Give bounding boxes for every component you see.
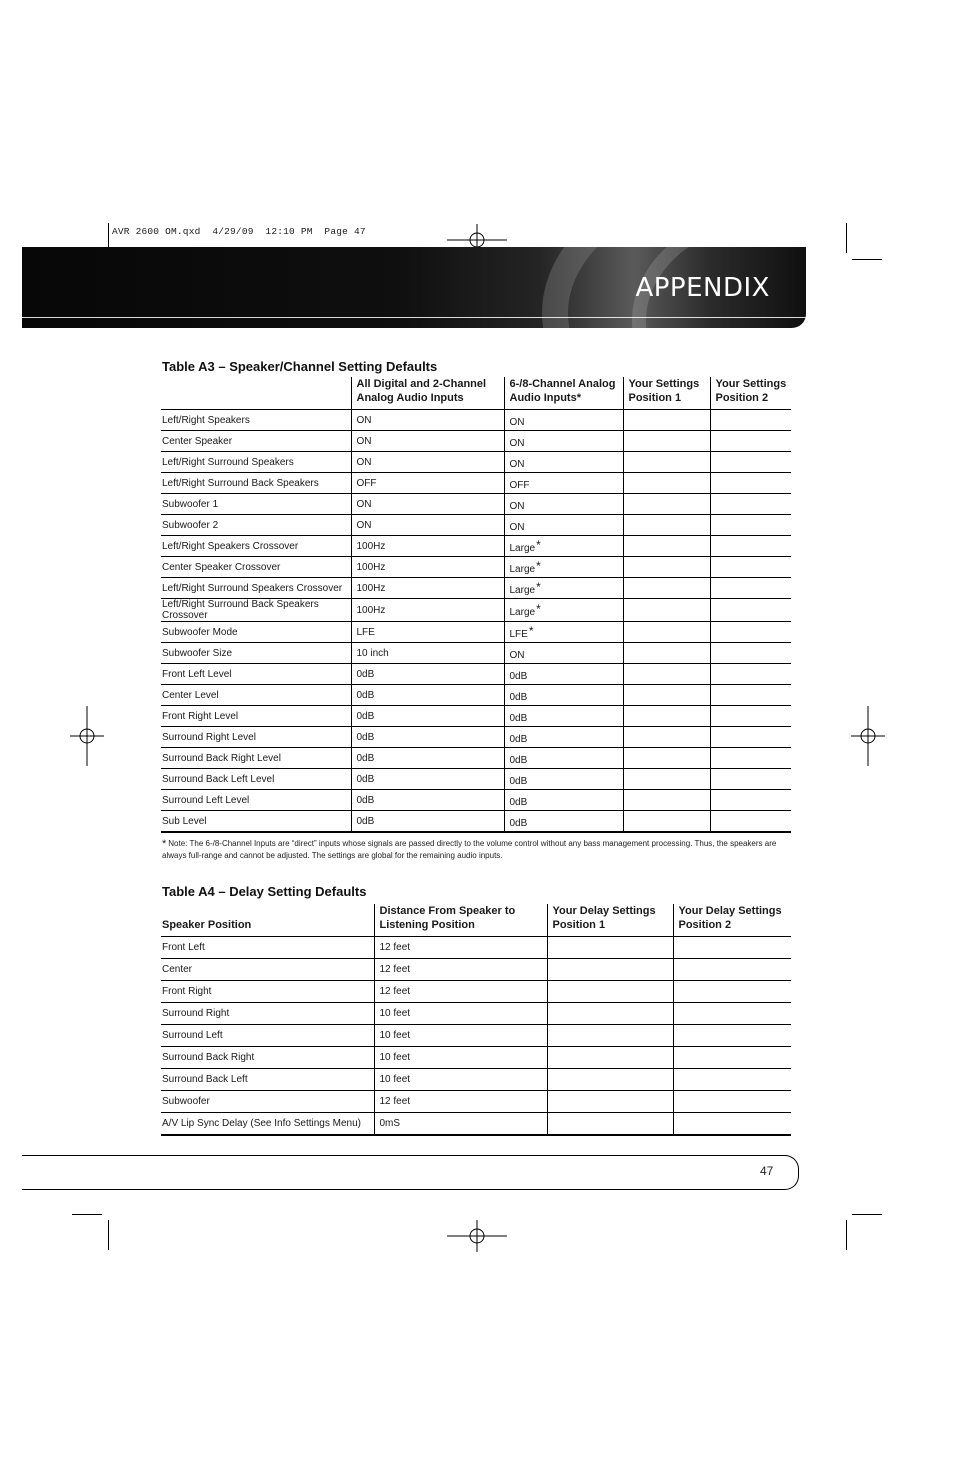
row-label: Front Left Level [161, 664, 351, 685]
analog-value-text: ON [509, 417, 525, 428]
table-row [161, 473, 791, 494]
digital-value: 0dB [351, 790, 504, 811]
your-setting-2-cell [710, 727, 791, 748]
your-setting-2-cell [710, 578, 791, 599]
delay-setting-1-cell [547, 959, 673, 981]
analog-value-text: ON [509, 501, 525, 512]
analog-value [504, 643, 623, 664]
asterisk-mark: * [536, 580, 541, 594]
asterisk-mark: * [528, 624, 534, 638]
analog-value-text: Large [509, 564, 536, 575]
delay-setting-1-cell [547, 981, 673, 1003]
your-setting-1-cell [623, 727, 710, 748]
speaker-position: Center [161, 959, 374, 981]
your-setting-2-cell [710, 790, 791, 811]
analog-value [504, 452, 623, 473]
table-row [161, 981, 791, 1003]
row-label: Surround Left Level [161, 790, 351, 811]
row-label: Left/Right Speakers [161, 410, 351, 431]
digital-value: LFE [351, 622, 504, 643]
analog-value-text: ON [509, 438, 525, 449]
column-header: Your Delay Settings Position 2 [673, 904, 791, 937]
analog-value-text: LFE [509, 629, 528, 640]
row-label: Sub Level [161, 811, 351, 833]
delay-setting-1-cell [547, 1003, 673, 1025]
column-header: Your Settings Position 1 [623, 377, 710, 410]
your-setting-1-cell [623, 536, 710, 557]
row-label: Left/Right Surround Back Speakers Crossover [161, 599, 351, 622]
table-row [161, 643, 791, 664]
analog-value [504, 515, 623, 536]
header-band [22, 247, 806, 328]
footer-tab [22, 1155, 799, 1190]
your-setting-1-cell [623, 578, 710, 599]
row-label: Left/Right Surround Back Speakers [161, 473, 351, 494]
analog-value-text: 0dB [509, 797, 528, 808]
page-number: 47 [760, 1164, 774, 1178]
table-row [161, 1113, 791, 1136]
your-setting-1-cell [623, 473, 710, 494]
table-row [161, 937, 791, 959]
your-setting-1-cell [623, 748, 710, 769]
analog-value [504, 748, 623, 769]
delay-setting-1-cell [547, 1091, 673, 1113]
your-setting-1-cell [623, 494, 710, 515]
digital-value: 10 inch [351, 643, 504, 664]
table-row [161, 664, 791, 685]
delay-setting-2-cell [673, 981, 791, 1003]
row-label: Center Level [161, 685, 351, 706]
your-setting-1-cell [623, 790, 710, 811]
analog-value-text: 0dB [509, 776, 528, 787]
column-header [161, 377, 351, 410]
your-setting-1-cell [623, 643, 710, 664]
digital-value: ON [351, 431, 504, 452]
row-label: Left/Right Surround Speakers [161, 452, 351, 473]
your-setting-2-cell [710, 431, 791, 452]
your-setting-1-cell [623, 410, 710, 431]
your-setting-1-cell [623, 769, 710, 790]
table-row [161, 1003, 791, 1025]
delay-setting-1-cell [547, 1025, 673, 1047]
distance-value: 10 feet [374, 1003, 547, 1025]
your-setting-2-cell [710, 664, 791, 685]
your-setting-2-cell [710, 748, 791, 769]
table-row [161, 1091, 791, 1113]
your-setting-2-cell [710, 769, 791, 790]
delay-setting-1-cell [547, 1069, 673, 1091]
delay-setting-2-cell [673, 1003, 791, 1025]
your-setting-1-cell [623, 452, 710, 473]
your-setting-2-cell [710, 599, 791, 622]
your-setting-2-cell [710, 643, 791, 664]
header-rule [22, 317, 806, 318]
digital-value: 0dB [351, 706, 504, 727]
analog-value [504, 727, 623, 748]
your-setting-1-cell [623, 685, 710, 706]
analog-value-text: 0dB [509, 671, 528, 682]
table-row [161, 515, 791, 536]
distance-value: 12 feet [374, 981, 547, 1003]
your-setting-2-cell [710, 494, 791, 515]
digital-value: 100Hz [351, 557, 504, 578]
file-slug: AVR 2600 OM.qxd 4/29/09 12:10 PM Page 47 [112, 226, 366, 237]
table-row [161, 790, 791, 811]
your-setting-2-cell [710, 536, 791, 557]
column-header: 6-/8-Channel Analog Audio Inputs* [504, 377, 623, 410]
analog-value-text: OFF [509, 480, 530, 491]
analog-value [504, 473, 623, 494]
row-label: Center Speaker Crossover [161, 557, 351, 578]
digital-value: 0dB [351, 769, 504, 790]
table-a4-title: Table A4 – Delay Setting Defaults [162, 884, 367, 899]
delay-setting-1-cell [547, 937, 673, 959]
row-label: Front Right Level [161, 706, 351, 727]
table-row [161, 706, 791, 727]
distance-value: 10 feet [374, 1047, 547, 1069]
speaker-position: Front Left [161, 937, 374, 959]
table-row [161, 685, 791, 706]
analog-value [504, 706, 623, 727]
table-row [161, 599, 791, 622]
table-row [161, 578, 791, 599]
footnote-text: Note: The 6-/8-Channel Inputs are “direct” inputs whose signals are passed directly to the volume control without any bass management processing. Thus, the speakers are always full-range and cannot be adjusted. The settings are global for the remaining audio inputs. [162, 839, 777, 860]
table-row [161, 769, 791, 790]
your-setting-2-cell [710, 811, 791, 833]
delay-setting-1-cell [547, 1047, 673, 1069]
analog-value-text: Large [509, 585, 536, 596]
your-setting-1-cell [623, 599, 710, 622]
delay-setting-2-cell [673, 1047, 791, 1069]
asterisk-mark: * [536, 602, 541, 616]
digital-value: 100Hz [351, 578, 504, 599]
analog-value-text: Large [509, 607, 536, 618]
table-header-row [161, 377, 791, 410]
column-header: Your Settings Position 2 [710, 377, 791, 410]
your-setting-2-cell [710, 473, 791, 494]
your-setting-2-cell [710, 452, 791, 473]
digital-value: 0dB [351, 727, 504, 748]
table-row [161, 1069, 791, 1091]
speaker-position: Surround Left [161, 1025, 374, 1047]
asterisk-mark: * [536, 559, 541, 573]
your-setting-1-cell [623, 811, 710, 833]
analog-value [504, 664, 623, 685]
your-setting-1-cell [623, 664, 710, 685]
column-header: Your Delay Settings Position 1 [547, 904, 673, 937]
table-row [161, 811, 791, 833]
analog-value [504, 494, 623, 515]
table-row [161, 1047, 791, 1069]
table-a4 [161, 904, 791, 1136]
digital-value: ON [351, 410, 504, 431]
analog-value-text: ON [509, 459, 525, 470]
delay-setting-2-cell [673, 959, 791, 981]
analog-value [504, 790, 623, 811]
your-setting-1-cell [623, 557, 710, 578]
row-label: Surround Right Level [161, 727, 351, 748]
row-label: Subwoofer 1 [161, 494, 351, 515]
your-setting-1-cell [623, 515, 710, 536]
analog-value [504, 769, 623, 790]
delay-setting-2-cell [673, 937, 791, 959]
your-setting-2-cell [710, 410, 791, 431]
table-row [161, 536, 791, 557]
column-header: Distance From Speaker to Listening Position [374, 904, 547, 937]
digital-value: 0dB [351, 664, 504, 685]
registration-mark-left [70, 706, 104, 766]
table-a3-title: Table A3 – Speaker/Channel Setting Defaults [162, 359, 438, 374]
analog-value [504, 599, 623, 622]
your-setting-2-cell [710, 706, 791, 727]
distance-value: 12 feet [374, 1091, 547, 1113]
delay-setting-2-cell [673, 1025, 791, 1047]
analog-value-text: ON [509, 650, 525, 661]
table-row [161, 748, 791, 769]
table-a3 [161, 377, 791, 833]
section-title: APPENDIX [635, 273, 770, 303]
analog-value [504, 811, 623, 833]
delay-setting-1-cell [547, 1113, 673, 1136]
delay-setting-2-cell [673, 1113, 791, 1136]
analog-value-text: Large [509, 543, 536, 554]
speaker-position: Surround Right [161, 1003, 374, 1025]
analog-value-text: 0dB [509, 692, 528, 703]
your-setting-1-cell [623, 706, 710, 727]
row-label: Left/Right Surround Speakers Crossover [161, 578, 351, 599]
row-label: Left/Right Speakers Crossover [161, 536, 351, 557]
digital-value: ON [351, 494, 504, 515]
table-header-row [161, 904, 791, 937]
analog-value [504, 536, 623, 557]
delay-setting-2-cell [673, 1069, 791, 1091]
distance-value: 12 feet [374, 959, 547, 981]
digital-value: 0dB [351, 748, 504, 769]
row-label: Surround Back Right Level [161, 748, 351, 769]
table-row [161, 410, 791, 431]
row-label: Center Speaker [161, 431, 351, 452]
digital-value: 100Hz [351, 599, 504, 622]
table-row [161, 622, 791, 643]
analog-value [504, 557, 623, 578]
table-row [161, 494, 791, 515]
table-row [161, 431, 791, 452]
distance-value: 12 feet [374, 937, 547, 959]
your-setting-1-cell [623, 622, 710, 643]
digital-value: 100Hz [351, 536, 504, 557]
speaker-position: Surround Back Left [161, 1069, 374, 1091]
row-label: Subwoofer Size [161, 643, 351, 664]
digital-value: 0dB [351, 811, 504, 833]
distance-value: 10 feet [374, 1069, 547, 1091]
column-header: Speaker Position [161, 904, 374, 937]
digital-value: ON [351, 452, 504, 473]
analog-value [504, 685, 623, 706]
row-label: Subwoofer 2 [161, 515, 351, 536]
footnote-star: * [162, 838, 167, 850]
analog-value-text: 0dB [509, 818, 528, 829]
your-setting-2-cell [710, 622, 791, 643]
your-setting-2-cell [710, 515, 791, 536]
analog-value [504, 578, 623, 599]
analog-value [504, 410, 623, 431]
table-row [161, 1025, 791, 1047]
registration-mark-right [851, 706, 885, 766]
analog-value [504, 622, 623, 643]
speaker-position: Subwoofer [161, 1091, 374, 1113]
analog-value [504, 431, 623, 452]
row-label: Subwoofer Mode [161, 622, 351, 643]
registration-mark-bottom [447, 1220, 507, 1252]
column-header: All Digital and 2-Channel Analog Audio Inputs [351, 377, 504, 410]
distance-value: 0mS [374, 1113, 547, 1136]
distance-value: 10 feet [374, 1025, 547, 1047]
your-setting-2-cell [710, 557, 791, 578]
speaker-position: Surround Back Right [161, 1047, 374, 1069]
your-setting-1-cell [623, 431, 710, 452]
speaker-position: A/V Lip Sync Delay (See Info Settings Menu) [161, 1113, 374, 1136]
asterisk-mark: * [536, 538, 541, 552]
analog-value-text: ON [509, 522, 525, 533]
analog-value-text: 0dB [509, 713, 528, 724]
table-row [161, 959, 791, 981]
speaker-position: Front Right [161, 981, 374, 1003]
table-row [161, 727, 791, 748]
analog-value-text: 0dB [509, 734, 528, 745]
delay-setting-2-cell [673, 1091, 791, 1113]
analog-value-text: 0dB [509, 755, 528, 766]
table-a3-footnote [162, 838, 792, 861]
row-label: Surround Back Left Level [161, 769, 351, 790]
digital-value: OFF [351, 473, 504, 494]
digital-value: 0dB [351, 685, 504, 706]
table-row [161, 452, 791, 473]
your-setting-2-cell [710, 685, 791, 706]
digital-value: ON [351, 515, 504, 536]
table-row [161, 557, 791, 578]
